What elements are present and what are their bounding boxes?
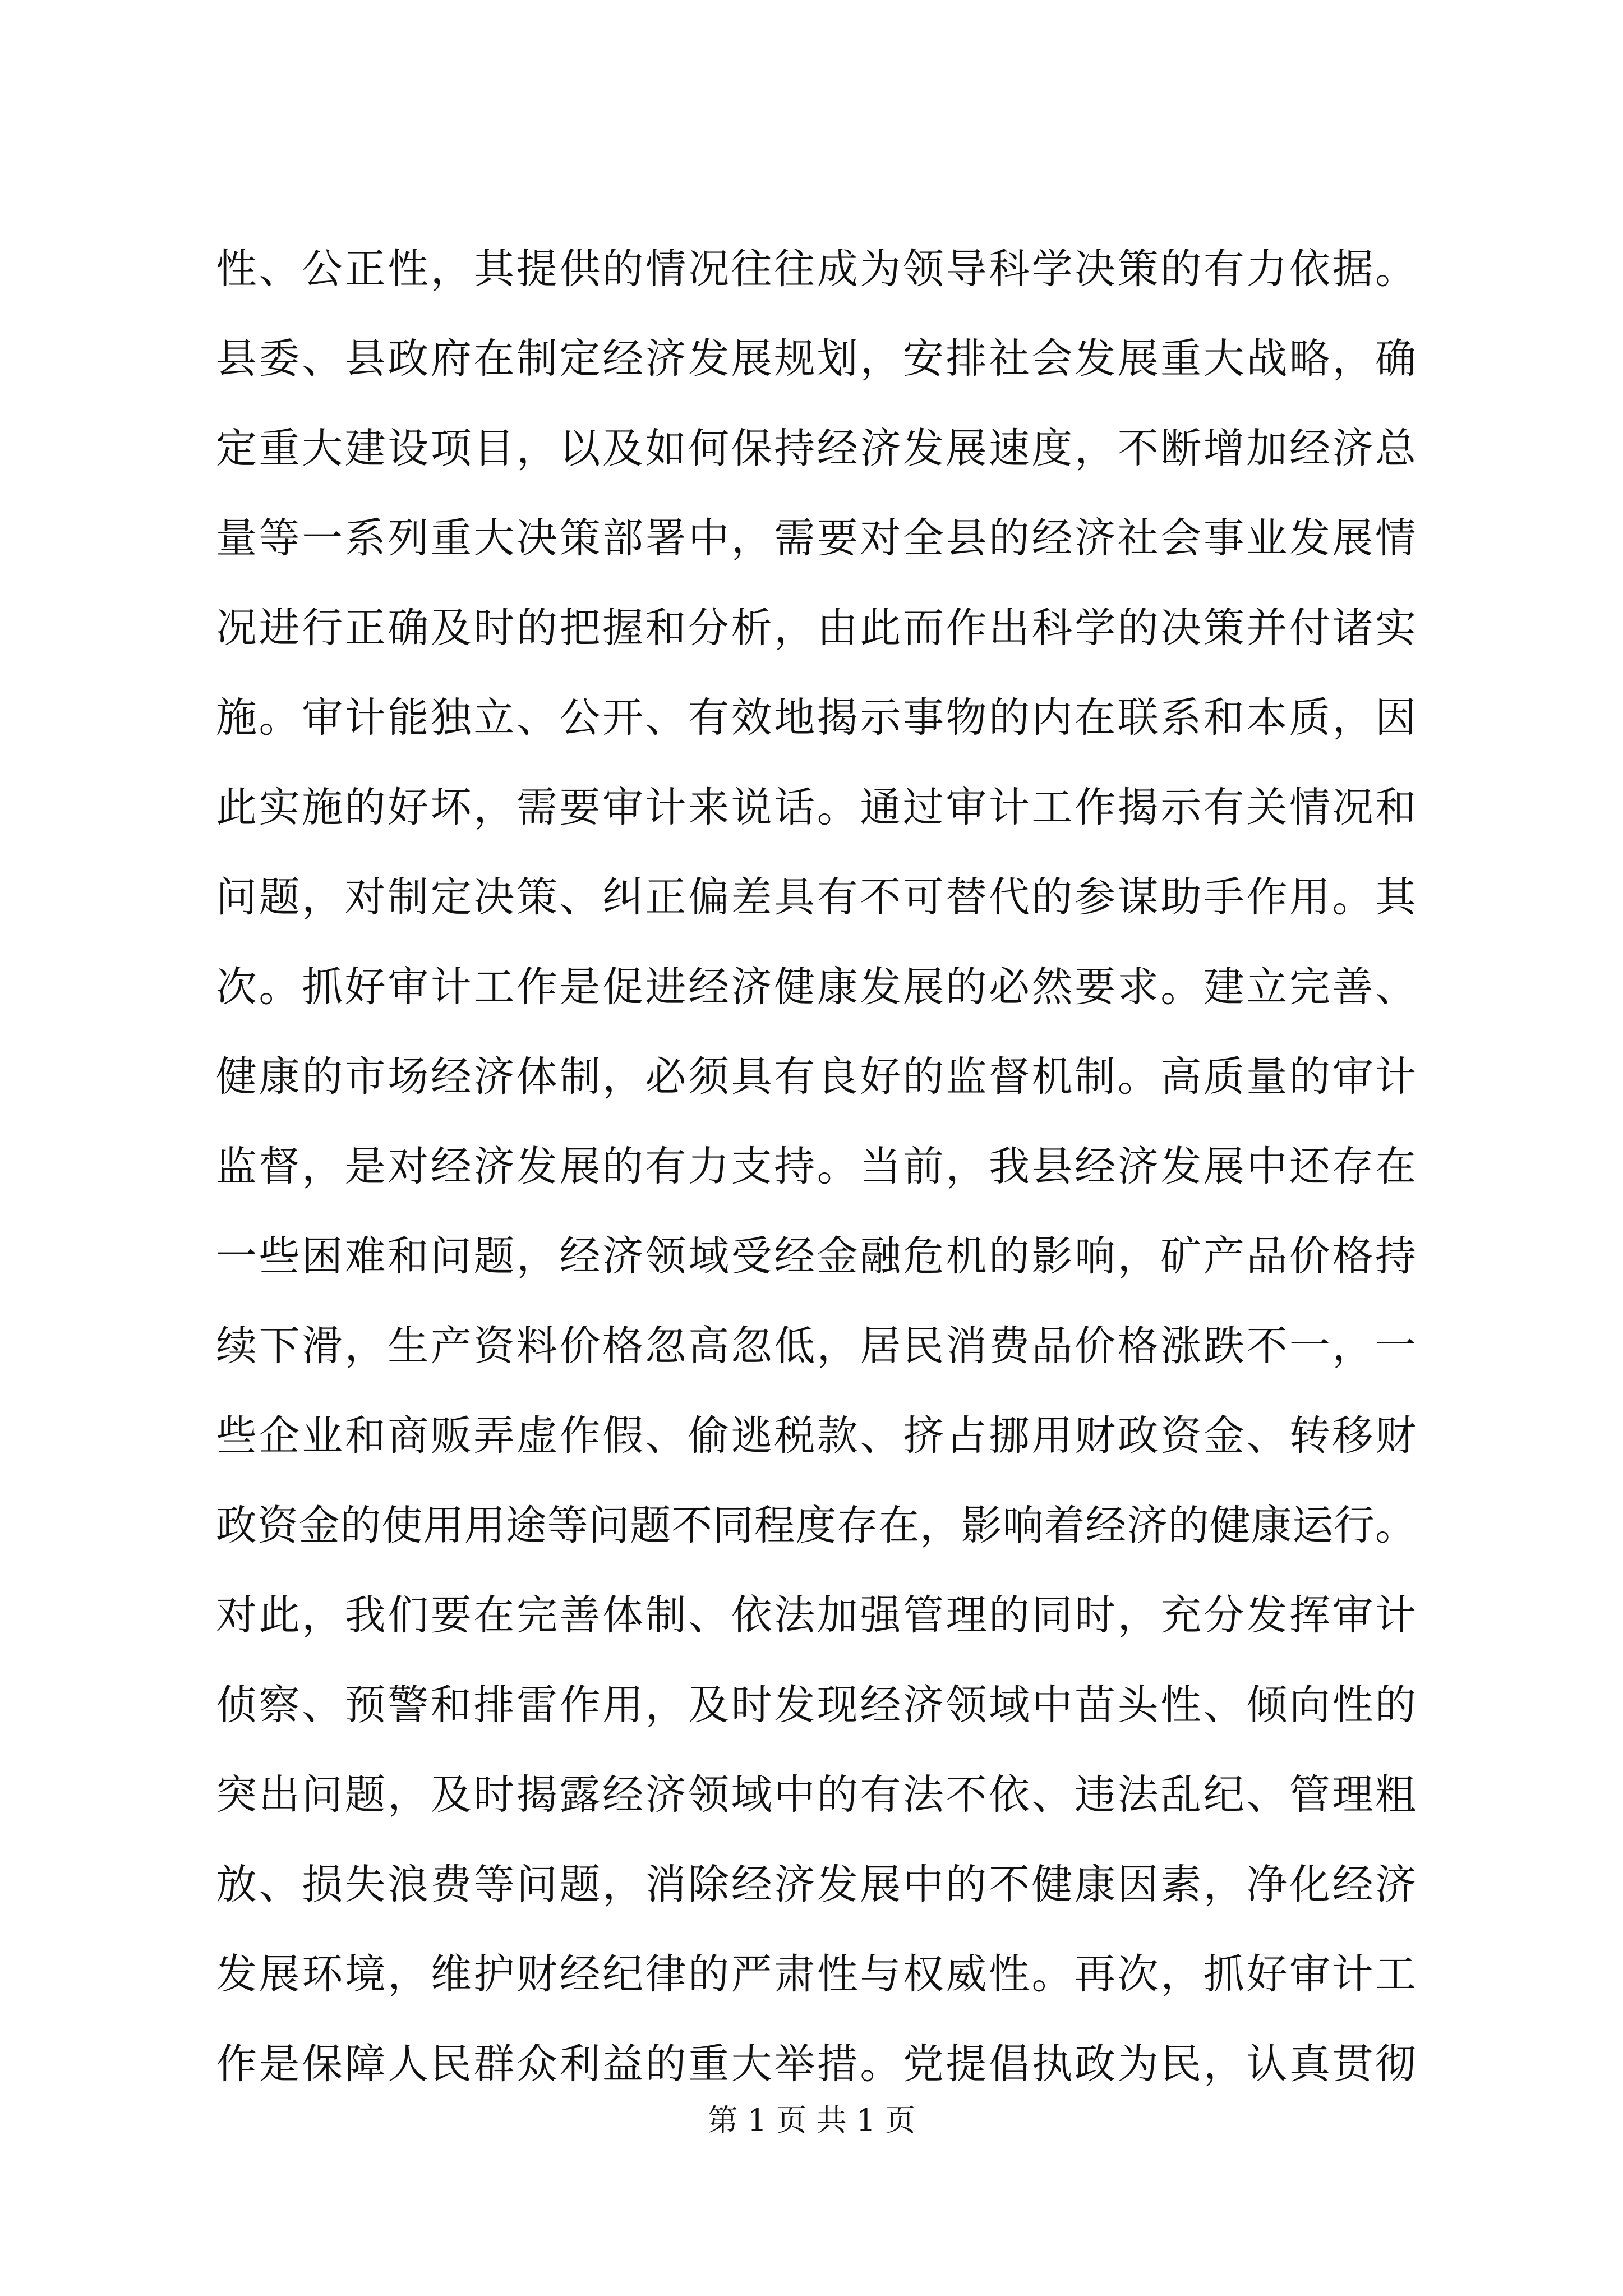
text-line: 量等一系列重大决策部署中，需要对全县的经济社会事业发展情 bbox=[216, 514, 1416, 562]
text-line: 续下滑，生产资料价格忽高忽低，居民消费品价格涨跌不一，一 bbox=[216, 1322, 1416, 1370]
document-body bbox=[216, 224, 1416, 2109]
text-line: 些企业和商贩弄虚作假、偷逃税款、挤占挪用财政资金、转移财 bbox=[216, 1412, 1416, 1460]
text-line: 施。审计能独立、公开、有效地揭示事物的内在联系和本质，因 bbox=[216, 694, 1416, 742]
text-line: 此实施的好坏，需要审计来说话。通过审计工作揭示有关情况和 bbox=[216, 784, 1416, 831]
text-line: 突出问题，及时揭露经济领域中的有法不依、违法乱纪、管理粗 bbox=[216, 1771, 1416, 1819]
text-line: 政资金的使用用途等问题不同程度存在，影响着经济的健康运行。 bbox=[216, 1502, 1416, 1549]
text-line: 况进行正确及时的把握和分析，由此而作出科学的决策并付诸实 bbox=[216, 604, 1416, 652]
text-line: 县委、县政府在制定经济发展规划，安排社会发展重大战略，确 bbox=[216, 335, 1416, 383]
text-line: 问题，对制定决策、纠正偏差具有不可替代的参谋助手作用。其 bbox=[216, 873, 1416, 921]
text-line: 侦察、预警和排雷作用，及时发现经济领域中苗头性、倾向性的 bbox=[216, 1681, 1416, 1729]
text-line: 放、损失浪费等问题，消除经济发展中的不健康因素，净化经济 bbox=[216, 1861, 1416, 1908]
page-number-footer: 第 1 页 共 1 页 bbox=[707, 2102, 916, 2138]
text-line: 一些困难和问题，经济领域受经金融危机的影响，矿产品价格持 bbox=[216, 1232, 1416, 1280]
text-line: 定重大建设项目，以及如何保持经济发展速度，不断增加经济总 bbox=[216, 425, 1416, 472]
text-line: 发展环境，维护财经纪律的严肃性与权威性。再次，抓好审计工 bbox=[216, 1950, 1416, 1998]
text-line: 次。抓好审计工作是促进经济健康发展的必然要求。建立完善、 bbox=[216, 963, 1416, 1011]
text-line: 监督，是对经济发展的有力支持。当前，我县经济发展中还存在 bbox=[216, 1143, 1416, 1190]
text-line: 作是保障人民群众利益的重大举措。党提倡执政为民，认真贯彻 bbox=[216, 2040, 1416, 2088]
text-line: 对此，我们要在完善体制、依法加强管理的同时，充分发挥审计 bbox=[216, 1591, 1416, 1639]
text-line: 性、公正性，其提供的情况往往成为领导科学决策的有力依据。 bbox=[216, 245, 1416, 293]
text-line: 健康的市场经济体制，必须具有良好的监督机制。高质量的审计 bbox=[216, 1053, 1416, 1101]
